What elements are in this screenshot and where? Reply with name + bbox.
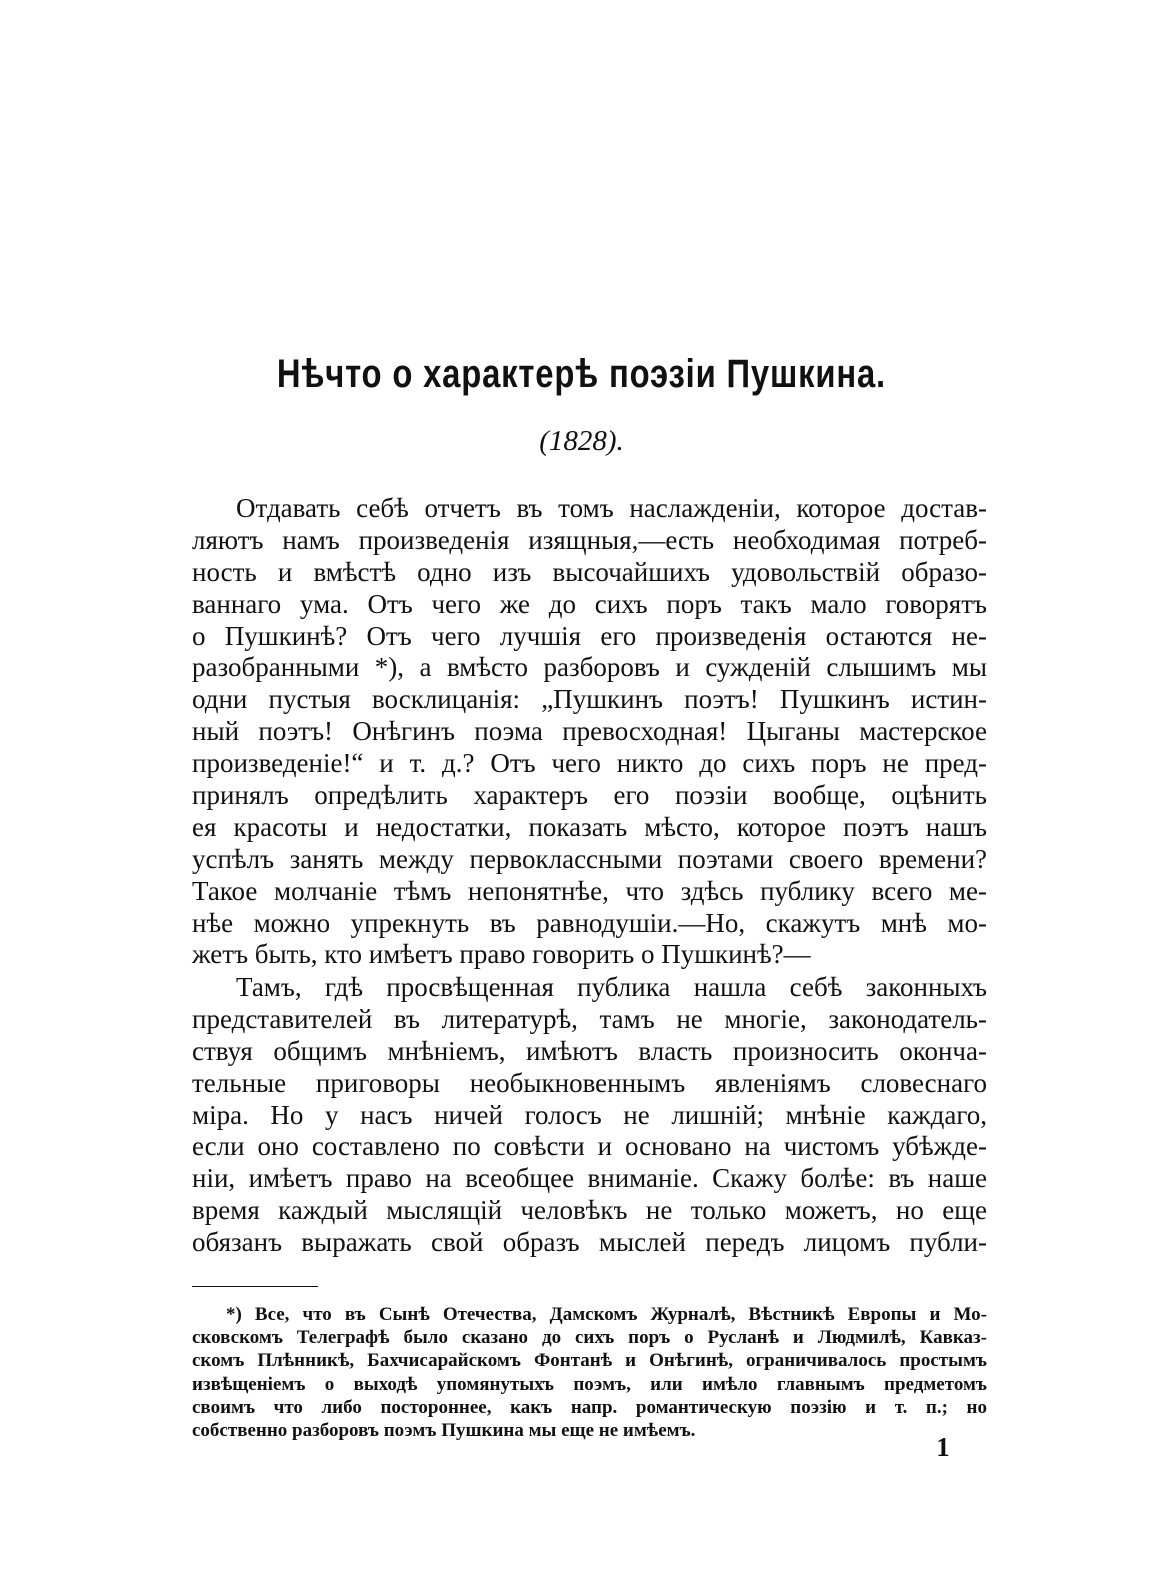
text-line: тельные приговоры необыкновеннымъ явленіямъ словеснаго <box>192 1067 987 1098</box>
paragraph-1 <box>192 493 987 971</box>
text-line: принялъ опредѣлить характеръ его поэзіи вообще, оцѣнить <box>192 780 987 811</box>
footnote <box>192 1303 987 1442</box>
text-line: одни пустыя восклицанія: „Пушкинъ поэтъ! Пушкинъ истин- <box>192 684 987 715</box>
text-line: міра. Но у насъ ничей голосъ не лишній; мнѣніе каждаго, <box>192 1099 987 1130</box>
paragraph-2 <box>192 972 987 1259</box>
text-line: Отдавать себѣ отчетъ въ томъ наслажденіи, которое достав- <box>236 493 987 523</box>
text-line: о Пушкинѣ? Отъ чего лучшія его произведенія остаются не- <box>192 620 987 651</box>
text-line: ность и вмѣстѣ одно изъ высочайшихъ удовольствій образо- <box>192 556 987 587</box>
text-line: успѣлъ занять между первоклассными поэтами своего времени? <box>192 843 987 874</box>
text-line: ваннаго ума. Отъ чего же до сихъ поръ такъ мало говорятъ <box>192 588 987 619</box>
text-line: представителей въ литературѣ, тамъ не многіе, законодатель- <box>192 1003 987 1034</box>
footnote-line: своимъ что либо постороннее, какъ напр. романтическую поэзію и т. п.; но <box>192 1396 987 1418</box>
text-line: произведеніе!“ и т. д.? Отъ чего никто до сихъ поръ не пред- <box>192 748 987 779</box>
page-number: 1 <box>936 1432 950 1462</box>
text-line: жетъ быть, кто имѣетъ право говорить о Пушкинѣ?— <box>192 939 811 970</box>
page-title: Нѣчто о характерѣ поэзіи Пушкина. <box>276 352 886 396</box>
footnote-divider <box>192 1286 318 1287</box>
text-line: Такое молчаніе тѣмъ непонятнѣе, что здѣсь публику всего ме- <box>192 875 987 906</box>
text-line: нѣе можно упрекнуть въ равнодушіи.—Но, скажутъ мнѣ мо- <box>192 907 987 938</box>
footnote-line: извѣщеніемъ о выходѣ упомянутыхъ поэмъ, или имѣло главнымъ предметомъ <box>192 1373 987 1395</box>
text-line: ный поэтъ! Онѣгинъ поэма превосходная! Цыганы мастерское <box>192 716 987 747</box>
publication-year: (1828). <box>539 425 624 457</box>
text-line: время каждый мыслящій человѣкъ не только можетъ, но еще <box>192 1195 987 1226</box>
footnote-line: собственно разборовъ поэмъ Пушкина мы еще не имѣемъ. <box>192 1419 696 1441</box>
text-line: если оно составлено по совѣсти и основано на чистомъ убѣжде- <box>192 1131 987 1162</box>
text-line: ляютъ намъ произведенія изящныя,—есть необходимая потреб- <box>192 524 987 555</box>
text-line: Тамъ, гдѣ просвѣщенная публика нашла себѣ законныхъ <box>236 972 987 1002</box>
text-line: ніи, имѣетъ право на всеобщее вниманіе. Скажу болѣе: въ наше <box>192 1163 987 1194</box>
footnote-line: скомъ Плѣнникѣ, Бахчисарайскомъ Фонтанѣ и Онѣгинѣ, ограничивалось простымъ <box>192 1350 987 1372</box>
text-line: обязанъ выражать свой образъ мыслей передъ лицомъ публи- <box>192 1227 987 1258</box>
text-line: разобранными *), а вмѣсто разборовъ и сужденій слышимъ мы <box>192 652 987 683</box>
footnote-line: *) Все, что въ Сынѣ Отечества, Дамскомъ Журналѣ, Вѣстникѣ Европы и Мо- <box>226 1304 987 1325</box>
text-line: ея красоты и недостатки, показать мѣсто, которое поэтъ нашъ <box>192 811 987 842</box>
footnote-line: сковскомъ Телеграфѣ было сказано до сихъ поръ о Русланѣ и Людмилѣ, Кавказ- <box>192 1327 987 1349</box>
text-line: ствуя общимъ мнѣніемъ, имѣютъ власть произносить оконча- <box>192 1035 987 1066</box>
